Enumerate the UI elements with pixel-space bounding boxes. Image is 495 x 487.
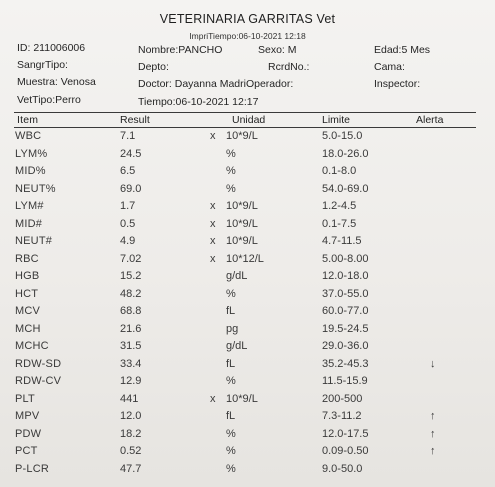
result-value: 47.7 xyxy=(120,462,142,475)
result-value: 68.8 xyxy=(120,305,142,317)
item-name: MID# xyxy=(15,217,43,230)
item-name: MCH xyxy=(15,322,41,335)
blood-type: SangrTipo: xyxy=(17,59,68,71)
column-limit: Limite xyxy=(322,114,351,126)
result-value: 15.2 xyxy=(120,270,142,282)
table-row xyxy=(0,288,495,305)
reference-limit: 0.1-7.5 xyxy=(322,217,357,230)
reference-limit: 4.7-11.5 xyxy=(322,235,362,247)
result-value: 4.9 xyxy=(120,235,136,247)
unit-value: 10*12/L xyxy=(226,252,264,265)
alert-flag: ↑ xyxy=(430,445,436,457)
table-row xyxy=(0,428,495,445)
unit-value: 10*9/L xyxy=(226,200,258,212)
item-name: MCV xyxy=(15,305,41,317)
result-value: 7.1 xyxy=(120,130,136,142)
column-alert: Alerta xyxy=(416,114,444,126)
unit-value: % xyxy=(226,182,236,195)
result-value: 12.9 xyxy=(120,375,142,387)
unit-multiplier: x xyxy=(210,252,216,265)
alert-flag: ↓ xyxy=(430,357,436,370)
record-number: RcrdNo.: xyxy=(268,61,310,73)
header-rule-bottom xyxy=(14,127,476,128)
vet-type: VetTipo:Perro xyxy=(17,94,81,106)
reference-limit: 0.09-0.50 xyxy=(322,445,369,457)
table-row xyxy=(0,183,495,200)
unit-value: pg xyxy=(226,322,239,335)
item-name: HGB xyxy=(15,270,40,282)
unit-value: % xyxy=(226,445,236,457)
column-headers xyxy=(0,114,495,131)
unit-multiplier: x xyxy=(210,200,216,212)
reference-limit: 12.0-17.5 xyxy=(322,427,369,440)
unit-value: 10*9/L xyxy=(226,130,258,142)
patient-sex: Sexo: M xyxy=(258,44,297,56)
result-value: 441 xyxy=(120,392,139,405)
result-value: 48.2 xyxy=(120,287,142,300)
item-name: RBC xyxy=(15,252,39,265)
item-name: P-LCR xyxy=(15,462,50,475)
table-row xyxy=(0,305,495,322)
reference-limit: 11.5-15.9 xyxy=(322,375,368,387)
reference-limit: 5.00-8.00 xyxy=(322,252,369,265)
result-value: 0.52 xyxy=(120,445,142,457)
item-name: WBC xyxy=(15,130,42,142)
department: Depto: xyxy=(138,61,169,73)
reference-limit: 5.0-15.0 xyxy=(322,130,363,142)
unit-value: % xyxy=(226,375,236,387)
unit-value: fL xyxy=(226,305,236,317)
reference-limit: 0.1-8.0 xyxy=(322,165,357,177)
result-value: 1.7 xyxy=(120,200,136,212)
table-row xyxy=(0,340,495,357)
table-row xyxy=(0,393,495,410)
table-row xyxy=(0,375,495,392)
item-name: NEUT% xyxy=(15,182,56,195)
unit-value: 10*9/L xyxy=(226,392,258,405)
unit-value: fL xyxy=(226,410,236,422)
table-row xyxy=(0,410,495,427)
reference-limit: 18.0-26.0 xyxy=(322,147,369,160)
result-value: 6.5 xyxy=(120,165,136,177)
item-name: MID% xyxy=(15,165,46,177)
unit-value: g/dL xyxy=(226,340,248,352)
reference-limit: 35.2-45.3 xyxy=(322,357,369,370)
result-value: 31.5 xyxy=(120,340,142,352)
table-row xyxy=(0,463,495,480)
reference-limit: 29.0-36.0 xyxy=(322,340,369,352)
item-name: HCT xyxy=(15,287,39,300)
patient-age: Edad:5 Mes xyxy=(374,44,431,56)
reference-limit: 200-500 xyxy=(322,392,363,405)
reference-limit: 60.0-77.0 xyxy=(322,305,369,317)
doctor-operator: Doctor: Dayanna MadriOperador: xyxy=(138,78,294,90)
item-name: LYM% xyxy=(15,147,48,160)
table-row xyxy=(0,130,495,147)
unit-value: % xyxy=(226,165,236,177)
result-value: 24.5 xyxy=(120,147,142,160)
patient-id: ID: 211006006 xyxy=(17,42,86,54)
table-row xyxy=(0,165,495,182)
alert-flag: ↑ xyxy=(430,427,436,440)
table-row xyxy=(0,235,495,252)
header-rule-top xyxy=(14,112,476,113)
unit-value: g/dL xyxy=(226,270,248,282)
sample-type: Muestra: Venosa xyxy=(17,76,96,88)
unit-value: fL xyxy=(226,357,236,370)
inspector: Inspector: xyxy=(374,78,421,90)
reference-limit: 7.3-11.2 xyxy=(322,410,362,422)
column-unit: Unidad xyxy=(232,114,266,126)
table-row xyxy=(0,445,495,462)
patient-name: Nombre:PANCHO xyxy=(138,44,223,56)
result-value: 7.02 xyxy=(120,252,142,265)
unit-value: % xyxy=(226,147,236,160)
table-row xyxy=(0,270,495,287)
result-value: 12.0 xyxy=(120,410,142,422)
item-name: NEUT# xyxy=(15,235,53,247)
item-name: PLT xyxy=(15,392,35,405)
reference-limit: 12.0-18.0 xyxy=(322,270,369,282)
unit-value: 10*9/L xyxy=(226,235,258,247)
column-item: Item xyxy=(17,114,39,126)
table-row xyxy=(0,358,495,375)
alert-flag: ↑ xyxy=(430,410,436,422)
unit-multiplier: x xyxy=(210,392,216,405)
bed: Cama: xyxy=(374,61,405,73)
result-value: 21.6 xyxy=(120,322,142,335)
item-name: PDW xyxy=(15,427,42,440)
clinic-name: VETERINARIA GARRITAS Vet xyxy=(159,12,336,26)
unit-multiplier: x xyxy=(210,235,216,247)
reference-limit: 1.2-4.5 xyxy=(322,200,357,212)
reference-limit: 54.0-69.0 xyxy=(322,182,369,195)
result-value: 18.2 xyxy=(120,427,142,440)
table-row xyxy=(0,253,495,270)
sample-time: Tiempo:06-10-2021 12:17 xyxy=(138,96,259,108)
table-row xyxy=(0,148,495,165)
unit-value: % xyxy=(226,462,236,475)
unit-value: % xyxy=(226,287,236,300)
table-row xyxy=(0,323,495,340)
result-value: 69.0 xyxy=(120,182,142,195)
table-row xyxy=(0,218,495,235)
column-result: Result xyxy=(120,114,150,126)
unit-value: 10*9/L xyxy=(226,217,258,230)
item-name: RDW-SD xyxy=(15,357,62,370)
result-value: 0.5 xyxy=(120,217,136,230)
reference-limit: 9.0-50.0 xyxy=(322,462,363,475)
item-name: MCHC xyxy=(15,340,49,352)
item-name: LYM# xyxy=(15,200,44,212)
table-row xyxy=(0,200,495,217)
unit-multiplier: x xyxy=(210,217,216,230)
item-name: PCT xyxy=(15,445,38,457)
reference-limit: 19.5-24.5 xyxy=(322,322,369,335)
item-name: RDW-CV xyxy=(15,375,62,387)
unit-value: % xyxy=(226,427,236,440)
result-value: 33.4 xyxy=(120,357,142,370)
item-name: MPV xyxy=(15,410,40,422)
print-time: ImpriTiempo:06-10-2021 12:18 xyxy=(189,31,306,41)
reference-limit: 37.0-55.0 xyxy=(322,287,369,300)
unit-multiplier: x xyxy=(210,130,216,142)
